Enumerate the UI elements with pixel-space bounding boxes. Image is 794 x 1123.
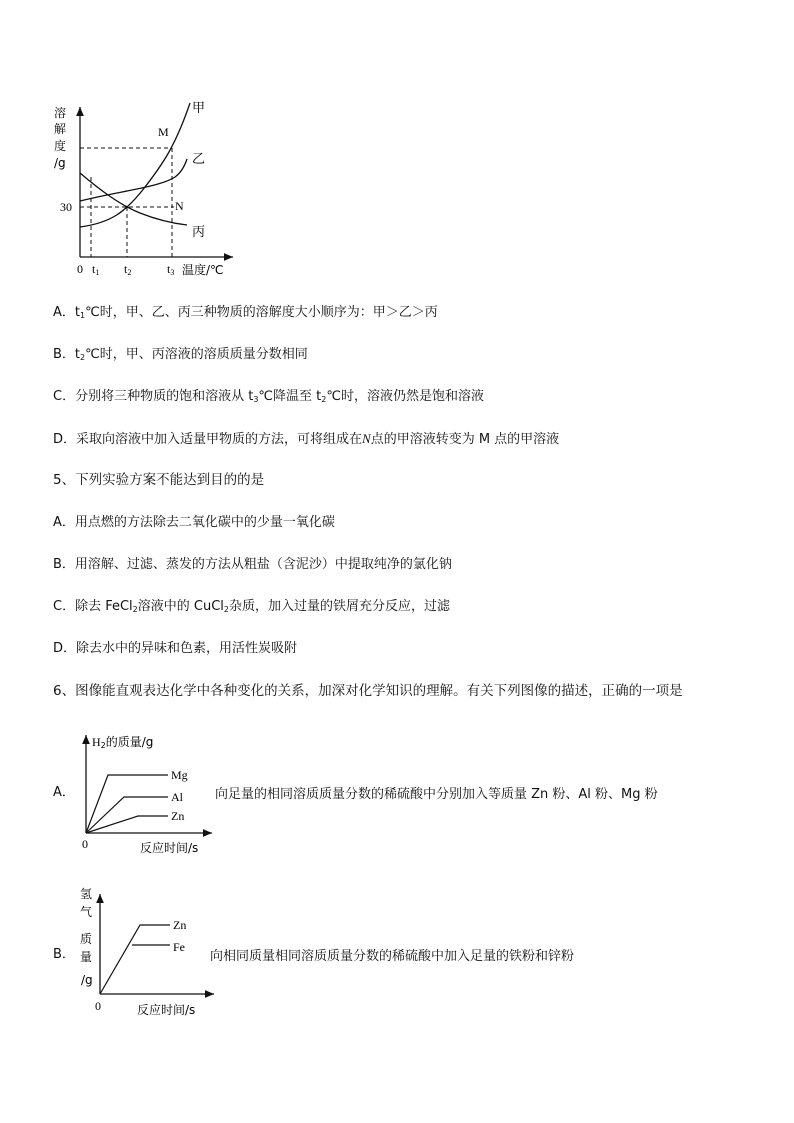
series-mg bbox=[86, 775, 168, 833]
y-axis-label: H2的质量/g bbox=[92, 735, 154, 750]
solubility-chart bbox=[50, 95, 250, 285]
origin-label: 0 bbox=[77, 262, 83, 276]
series-label-mg: Mg bbox=[171, 768, 188, 782]
y-tick-label: 30 bbox=[60, 200, 72, 214]
solubility-chart-svg bbox=[50, 95, 250, 285]
q6-option-a-letter: A． bbox=[53, 785, 75, 800]
curve-bing bbox=[80, 173, 187, 225]
option-letter: A． bbox=[53, 305, 75, 320]
x-axis-label: 反应时间/s bbox=[137, 1003, 196, 1017]
option-letter: D． bbox=[53, 432, 77, 447]
option-letter: B． bbox=[53, 347, 75, 362]
curve-label-bing: 丙 bbox=[192, 225, 206, 240]
y-axis-char: /g bbox=[54, 156, 66, 170]
q4-option-c: C．分别将三种物质的饱和溶液从 $t_3℃$降温至 $t_2℃$时，溶液仍然是饱和溶液 bbox=[53, 389, 484, 404]
y-axis-char: 氢 bbox=[80, 887, 93, 901]
y-axis-char: 气 bbox=[80, 905, 93, 919]
hydrogen-mass-chart bbox=[78, 884, 218, 1020]
q5-stem: 5、下列实验方案不能达到目的的是 bbox=[53, 472, 265, 488]
curve-yi bbox=[80, 159, 187, 201]
x-tick-label: t1 bbox=[92, 262, 100, 277]
q5-option-d: D．除去水中的异味和色素，用活性炭吸附 bbox=[53, 641, 298, 656]
origin-label: 0 bbox=[82, 837, 88, 851]
q6-option-a-desc: 向足量的相同溶质质量分数的稀硫酸中分别加入等质量 Zn 粉、Al 粉、Mg 粉 bbox=[215, 787, 658, 802]
y-axis-char: 溶 bbox=[54, 106, 67, 120]
hydrogen-mass-chart-svg bbox=[78, 884, 218, 1020]
series-label-zn: Zn bbox=[171, 809, 185, 823]
curve-label-jia: 甲 bbox=[192, 101, 206, 116]
series-zn bbox=[86, 816, 168, 833]
y-axis-char: 质 bbox=[80, 932, 93, 946]
option-letter: A． bbox=[53, 515, 75, 530]
series-label-fe: Fe bbox=[173, 940, 185, 954]
x-axis-label: 温度/℃ bbox=[182, 263, 224, 277]
curve-label-yi: 乙 bbox=[192, 152, 206, 167]
y-axis-char: /g bbox=[81, 973, 93, 987]
origin-label: 0 bbox=[95, 999, 101, 1013]
q6-option-b-letter: B． bbox=[53, 947, 75, 962]
point-label-m: M bbox=[158, 125, 169, 139]
h2-mass-chart-svg bbox=[76, 730, 216, 860]
x-axis-label: 反应时间/s bbox=[140, 841, 199, 855]
option-letter: C． bbox=[53, 599, 76, 614]
y-axis-char: 量 bbox=[80, 950, 93, 964]
series-label-zn: Zn bbox=[173, 918, 187, 932]
y-axis-char: 度 bbox=[54, 139, 67, 153]
curve-jia bbox=[80, 103, 190, 227]
series-zn bbox=[100, 925, 170, 994]
option-letter: D． bbox=[53, 641, 77, 656]
x-tick-label: t3 bbox=[167, 262, 175, 277]
q6-option-b-desc: 向相同质量相同溶质质量分数的稀硫酸中加入足量的铁粉和锌粉 bbox=[210, 949, 575, 964]
series-al bbox=[86, 797, 168, 833]
y-axis-char: 解 bbox=[54, 122, 67, 136]
option-letter: C． bbox=[53, 389, 76, 404]
x-tick-label: t2 bbox=[124, 262, 132, 277]
point-label-n: N bbox=[175, 199, 184, 213]
q5-option-b: B．用溶解、过滤、蒸发的方法从粗盐（含泥沙）中提取纯净的氯化钠 bbox=[53, 557, 452, 572]
option-letter: B． bbox=[53, 557, 75, 572]
series-label-al: Al bbox=[171, 790, 183, 804]
q5-option-c: C．除去 FeCl$_2$溶液中的 CuCl$_2$杂质，加入过量的铁屑充分反应，过滤 bbox=[53, 599, 451, 614]
h2-mass-chart bbox=[76, 730, 216, 860]
q5-option-a: A．用点燃的方法除去二氧化碳中的少量一氧化碳 bbox=[53, 515, 335, 530]
q4-option-a: A．$t_1℃$时，甲、乙、丙三种物质的溶解度大小顺序为：甲＞乙＞丙 bbox=[53, 305, 438, 320]
q4-option-d: D．采取向溶液中加入适量甲物质的方法，可将组成在N点的甲溶液转变为 M 点的甲溶液 bbox=[53, 431, 560, 447]
q6-stem: 6、图像能直观表达化学中各种变化的关系，加深对化学知识的理解。有关下列图像的描述，正确的一项是 bbox=[53, 683, 683, 699]
q4-option-b: B．$t_2℃$时，甲、丙溶液的溶质质量分数相同 bbox=[53, 347, 308, 362]
